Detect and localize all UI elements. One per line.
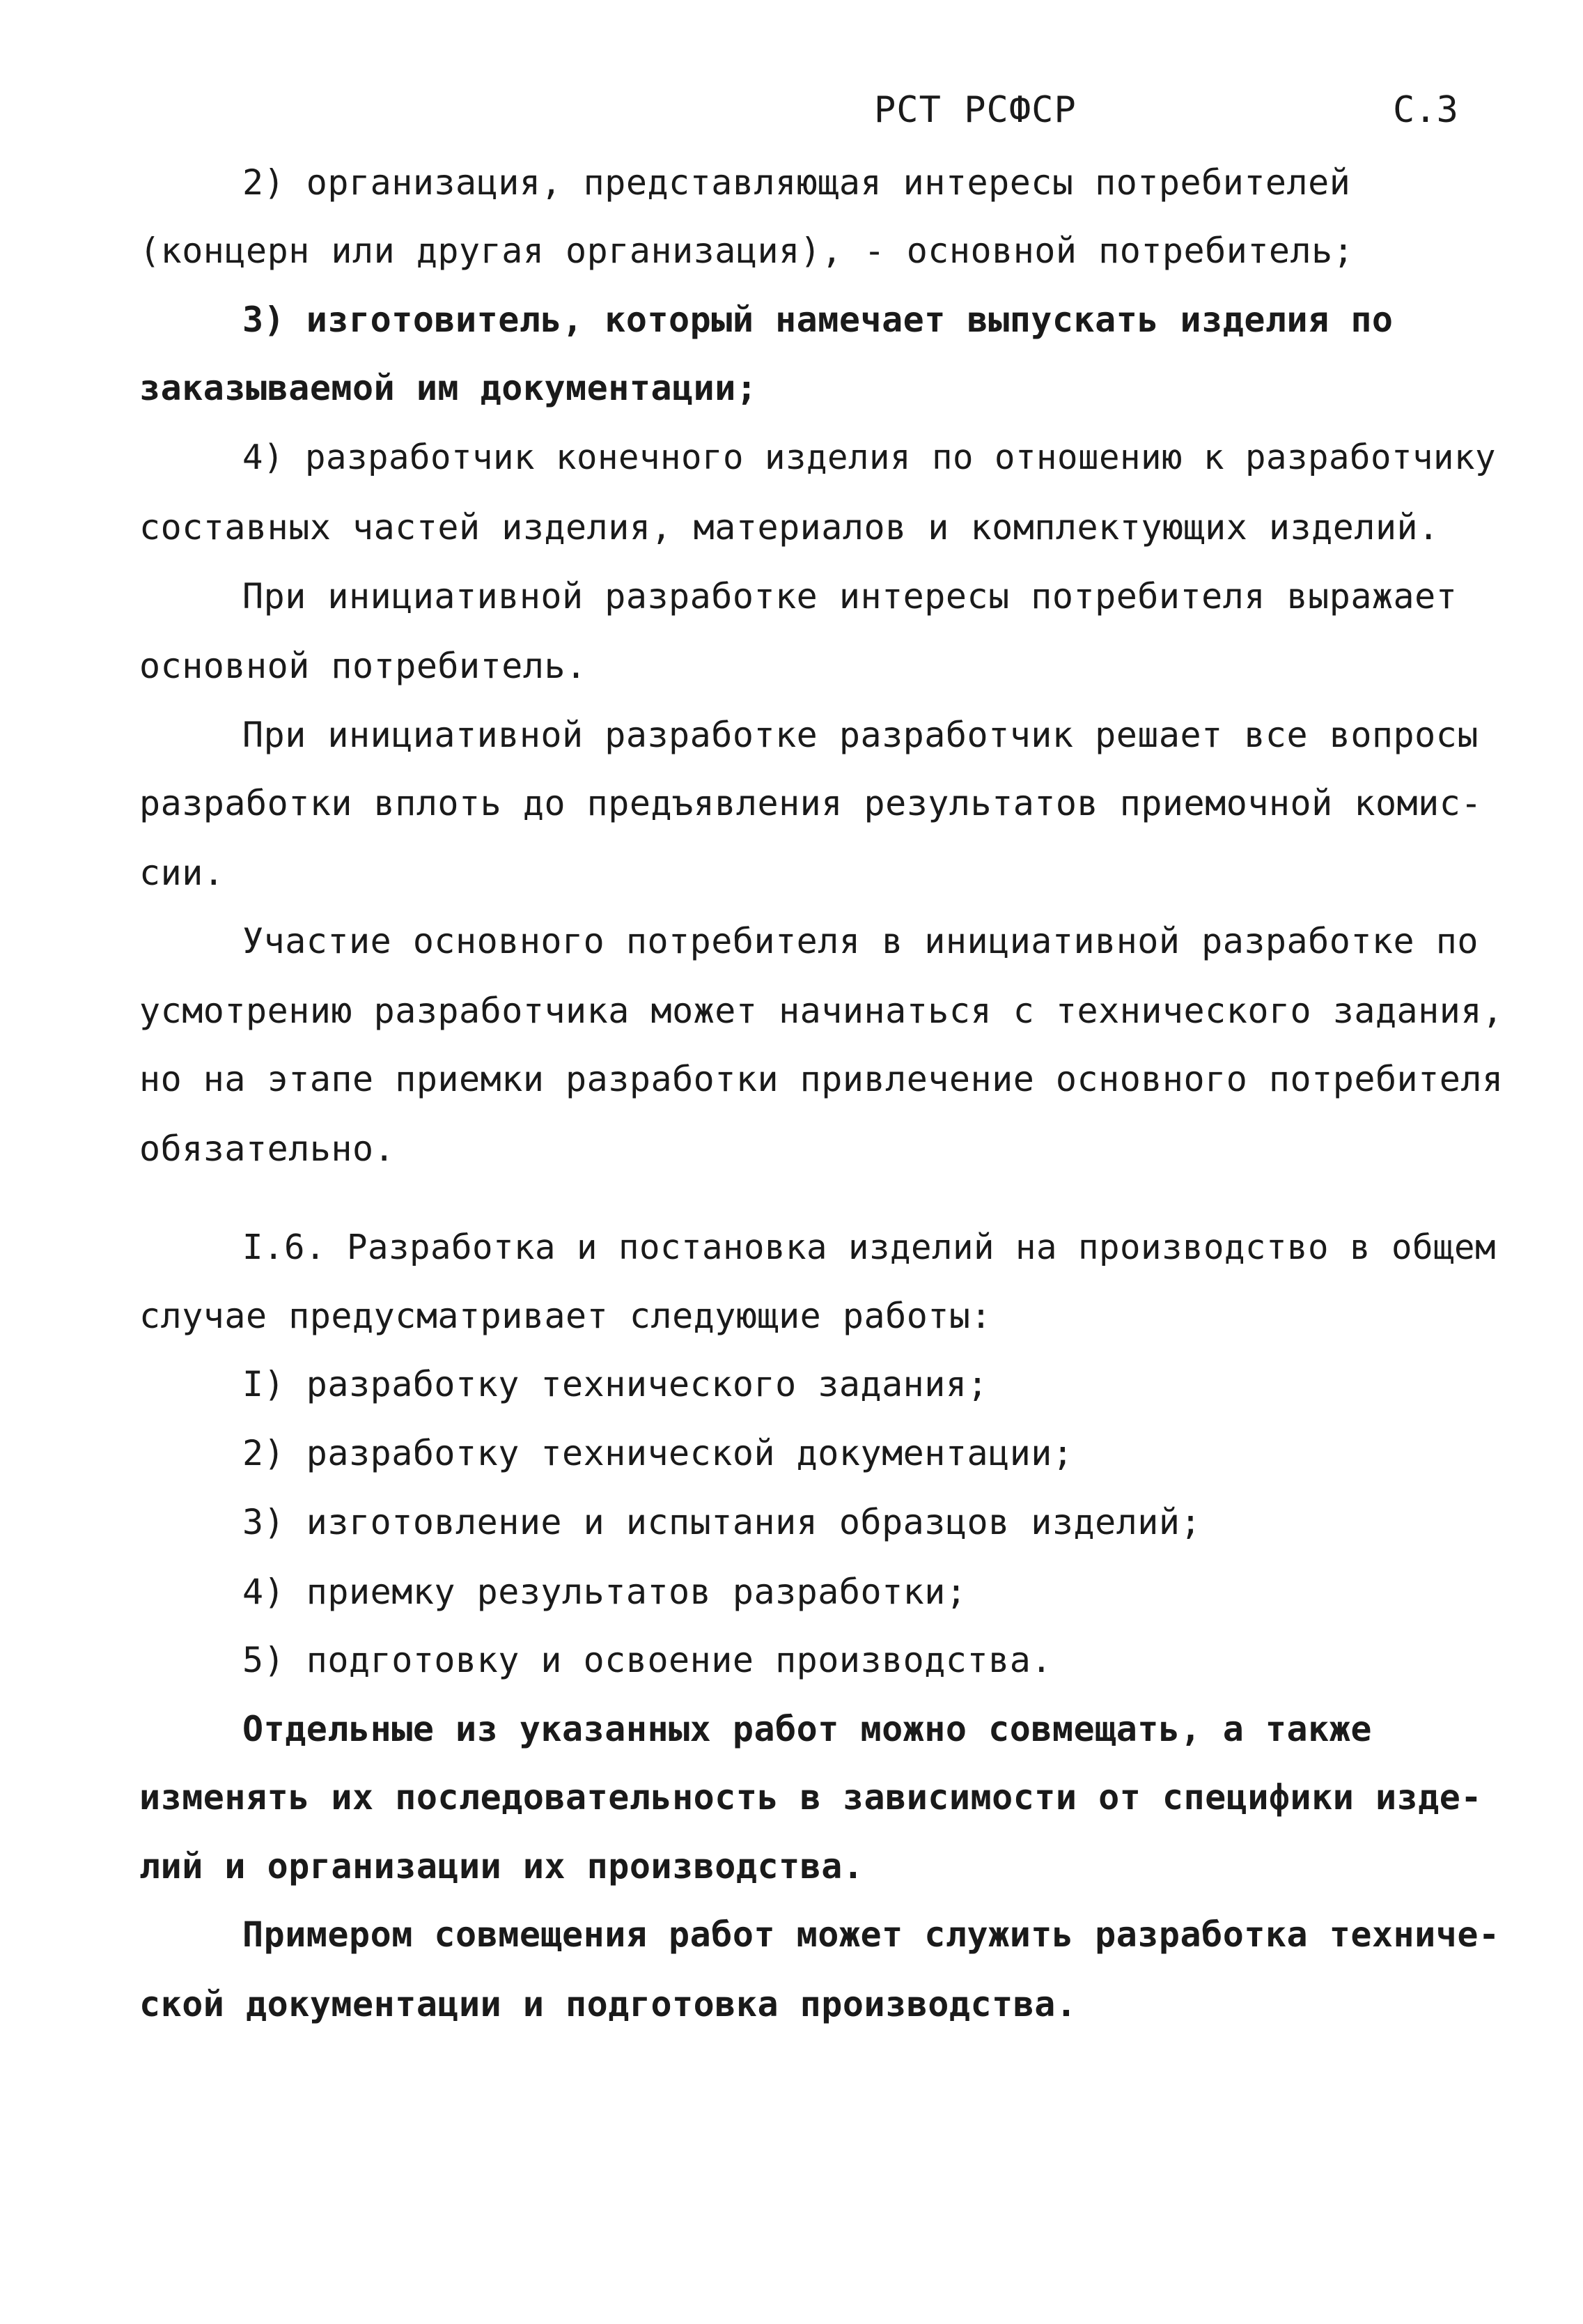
text-line: 3) изготовитель, который намечает выпускать изделия по	[242, 300, 1394, 340]
text-line: При инициативной разработке интересы потребителя выражает	[242, 576, 1458, 617]
text-line: При инициативной разработке разработчик решает все вопросы	[242, 715, 1479, 755]
text-line: ской документации и подготовка производства.	[139, 1984, 1077, 2024]
text-line: обязательно.	[139, 1129, 396, 1169]
page-number: С.3	[1393, 89, 1458, 131]
text-line: лий и организации их производства.	[139, 1846, 864, 1887]
text-line: 4) разработчик конечного изделия по отношению к разработчику	[242, 437, 1497, 477]
text-line: (концерн или другая организация), - основной потребитель;	[139, 231, 1355, 271]
text-line: заказываемой им документации;	[139, 368, 758, 408]
text-line: но на этапе приемки разработки привлечение основного потребителя	[139, 1059, 1504, 1099]
text-line: 2) разработку технической документации;	[242, 1433, 1074, 1473]
text-line: Отдельные из указанных работ можно совмещать, а также	[242, 1709, 1372, 1749]
text-line: изменять их последовательность в зависимости от специфики изде-	[139, 1777, 1482, 1818]
text-line: 5) подготовку и освоение производства.	[242, 1640, 1052, 1680]
text-line: основной потребитель.	[139, 646, 587, 686]
text-line: Примером совмещения работ может служить разработка техниче-	[242, 1914, 1500, 1955]
text-line: разработки вплоть до предъявления результатов приемочной комис-	[139, 783, 1482, 823]
text-line: I) разработку технического задания;	[242, 1364, 989, 1404]
standard-title: РСТ РСФСР	[874, 89, 1077, 131]
text-line: 2) организация, представляющая интересы потребителей	[242, 162, 1351, 203]
text-line: 4) приемку результатов разработки;	[242, 1572, 967, 1612]
text-line: 3) изготовление и испытания образцов изделий;	[242, 1502, 1202, 1542]
text-line: усмотрению разработчика может начинаться с технического задания,	[139, 991, 1504, 1031]
page-header	[0, 89, 1583, 145]
text-line: составных частей изделия, материалов и комплектующих изделий.	[139, 507, 1440, 548]
text-line: I.6. Разработка и постановка изделий на производство в общем	[242, 1227, 1497, 1267]
text-line: случае предусматривает следующие работы:	[139, 1296, 992, 1336]
text-line: Участие основного потребителя в инициативной разработке по	[242, 921, 1479, 961]
text-line: сии.	[139, 853, 225, 893]
